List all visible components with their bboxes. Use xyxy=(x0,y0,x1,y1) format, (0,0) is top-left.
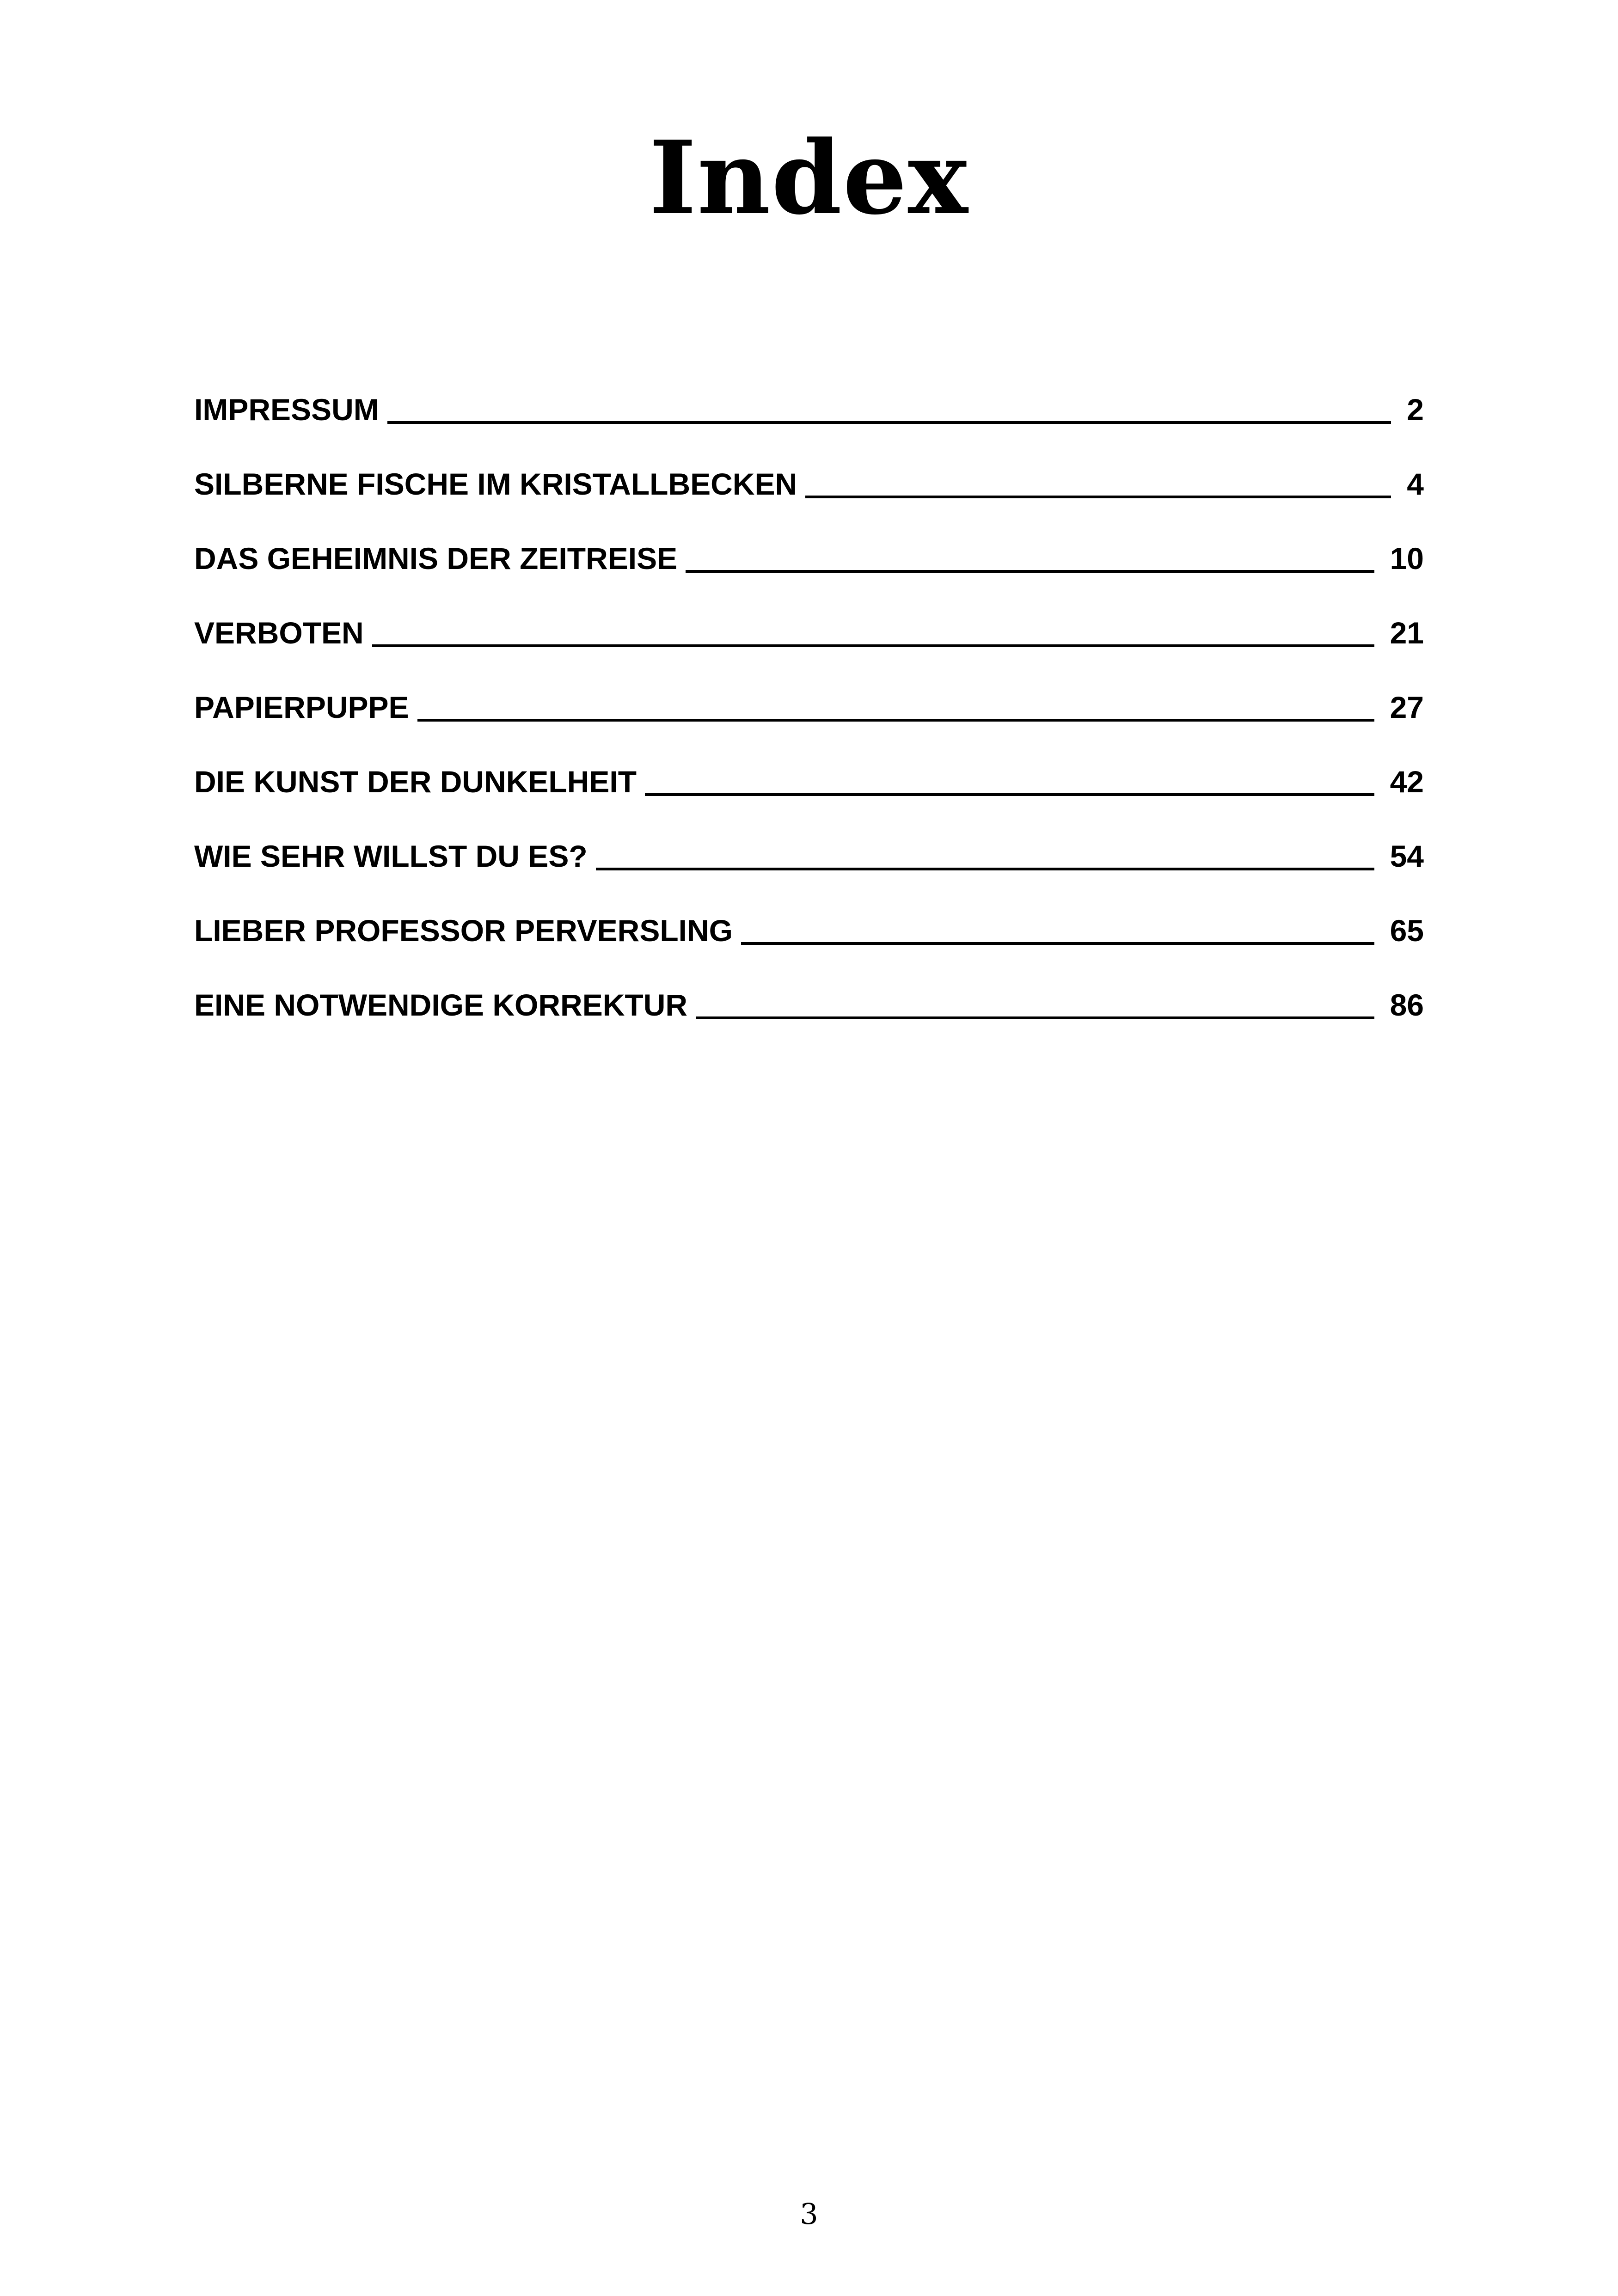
toc-entry[interactable] xyxy=(194,430,1424,505)
toc-leader-line xyxy=(417,719,1374,722)
toc-entry-title: PAPIERPUPPE xyxy=(194,690,409,724)
toc-leader-line xyxy=(645,793,1374,796)
toc-entry-title: WIE SEHR WILLST DU ES? xyxy=(194,839,588,873)
toc-entry-page: 10 xyxy=(1390,541,1424,576)
toc-leader-line xyxy=(805,496,1391,498)
toc-entry[interactable] xyxy=(194,579,1424,654)
toc-entry[interactable] xyxy=(194,802,1424,877)
toc-leader-line xyxy=(686,570,1374,573)
toc-leader-line xyxy=(741,942,1374,945)
page-number: 3 xyxy=(800,2197,818,2231)
toc-entry-title: IMPRESSUM xyxy=(194,392,379,427)
toc-entry-page: 21 xyxy=(1390,616,1424,650)
toc-entry-page: 65 xyxy=(1390,913,1424,948)
toc-entry[interactable] xyxy=(194,356,1424,430)
toc-entry-page: 27 xyxy=(1390,690,1424,724)
toc-entry[interactable] xyxy=(194,728,1424,802)
toc-entry[interactable] xyxy=(194,505,1424,579)
table-of-contents xyxy=(194,356,1424,1026)
toc-entry-page: 54 xyxy=(1390,839,1424,873)
toc-entry-title: VERBOTEN xyxy=(194,616,364,650)
toc-entry-page: 2 xyxy=(1407,392,1424,427)
toc-leader-line xyxy=(596,868,1374,870)
toc-entry-title: DAS GEHEIMNIS DER ZEITREISE xyxy=(194,541,678,576)
toc-entry[interactable] xyxy=(194,951,1424,1026)
toc-entry-title: DIE KUNST DER DUNKELHEIT xyxy=(194,765,637,799)
toc-entry-page: 86 xyxy=(1390,988,1424,1022)
toc-entry[interactable] xyxy=(194,877,1424,951)
toc-entry-title: EINE NOTWENDIGE KORREKTUR xyxy=(194,988,688,1022)
toc-entry[interactable] xyxy=(194,654,1424,728)
toc-leader-line xyxy=(387,421,1391,424)
toc-entry-title: SILBERNE FISCHE IM KRISTALLBECKEN xyxy=(194,467,797,501)
toc-entry-page: 42 xyxy=(1390,765,1424,799)
toc-entry-page: 4 xyxy=(1407,467,1424,501)
toc-entry-title: LIEBER PROFESSOR PERVERSLING xyxy=(194,913,733,948)
toc-leader-line xyxy=(372,644,1374,647)
toc-leader-line xyxy=(696,1016,1374,1019)
page-title: Index xyxy=(649,119,969,237)
